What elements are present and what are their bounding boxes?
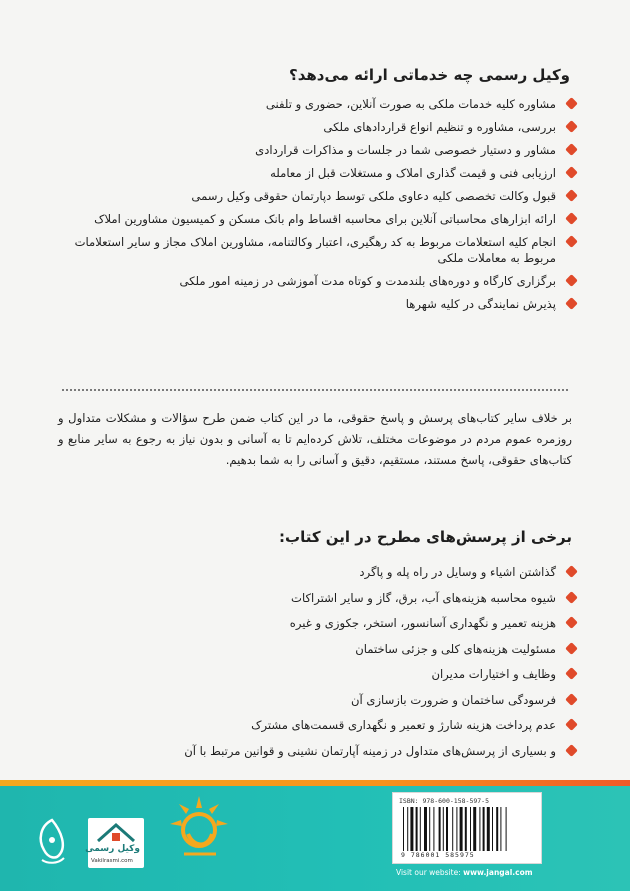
question-item-text: هزینه تعمیر و نگهداری آسانسور، استخر، جکوزی و غیره xyxy=(289,616,556,630)
bullet-icon xyxy=(565,642,578,655)
service-item-text: ارائه ابزارهای محاسباتی آنلاین برای محاسبه اقساط وام بانک مسکن و کمیسیون مشاورین املاک xyxy=(94,212,556,226)
bullet-icon xyxy=(565,565,578,578)
bullet-icon xyxy=(565,667,578,680)
bullet-icon xyxy=(565,166,578,179)
list-item xyxy=(58,119,578,135)
service-item-text: بررسی، مشاوره و تنظیم انواع قراردادهای ملکی xyxy=(323,120,556,134)
questions-heading: برخی از پرسش‌های مطرح در این کتاب: xyxy=(279,528,572,546)
barcode-bars xyxy=(401,807,533,851)
list-item xyxy=(58,641,578,657)
list-item xyxy=(58,211,578,227)
list-item xyxy=(58,666,578,682)
jangal-publisher-logo-icon xyxy=(164,790,234,870)
service-item-text: مشاوره کلیه خدمات ملکی به صورت آنلاین، حضوری و تلفنی xyxy=(265,97,556,111)
service-item-text: انجام کلیه استعلامات مربوط به کد رهگیری، اعتبار وکالتنامه، مشاورین املاک مجاز و سایر استعلامات مربوط به معاملات ملکی xyxy=(74,235,556,265)
vakil-logo-name: وکیل رسمی xyxy=(85,844,140,854)
bullet-icon xyxy=(565,718,578,731)
list-item xyxy=(58,234,578,266)
bullet-icon xyxy=(565,693,578,706)
question-item-text: شیوه محاسبه هزینه‌های آب، برق، گاز و سایر اشتراکات xyxy=(291,590,556,605)
list-item xyxy=(58,273,578,289)
question-item-text: مسئولیت هزینه‌های کلی و جزئی ساختمان xyxy=(355,641,556,656)
question-item-text: وظایف و اختیارات مدیران xyxy=(431,667,556,681)
vakil-rasmi-logo xyxy=(85,818,144,868)
vakil-emblem-icon xyxy=(92,821,140,845)
service-item-text: قبول وکالت تخصصی کلیه دعاوی ملکی توسط دپارتمان حقوقی وکیل رسمی xyxy=(191,189,556,203)
service-item-text: ارزیابی فنی و قیمت گذاری املاک و مستغلات قبل از معامله xyxy=(270,166,556,180)
service-item-text: مشاور و دستیار خصوصی شما در جلسات و مذاکرات قراردادی xyxy=(255,143,556,157)
questions-list xyxy=(58,564,578,768)
footer-orange-stripe xyxy=(0,780,630,786)
services-heading: وکیل رسمی چه خدماتی ارائه می‌دهد؟ xyxy=(289,66,570,84)
bullet-icon xyxy=(565,297,578,310)
list-item xyxy=(58,96,578,112)
question-item-text: و بسیاری از پرسش‌های متداول در زمینه آپارتمان نشینی و قوانین مرتبط با آن xyxy=(184,743,556,758)
intro-paragraph: بر خلاف سایر کتاب‌های پرسش و پاسخ حقوقی، ما در این کتاب ضمن طرح سؤالات و مشکلات متداول و روزمره عموم مردم در موضوعات مختلف، تلاش کرده‌ایم تا به آسانی و بدون نیاز به رجوع به سایر منابع و کتاب‌های حقوقی، پاسخ مستند، مستقیم، دقیق و آسانی را به شما بدهیم. xyxy=(58,411,572,467)
bullet-icon xyxy=(565,97,578,110)
service-item-text: پذیرش نمایندگی در کلیه شهرها xyxy=(405,297,556,311)
list-item xyxy=(58,188,578,204)
bullet-icon xyxy=(565,744,578,757)
bullet-icon xyxy=(565,274,578,287)
list-item xyxy=(58,692,578,708)
bullet-icon xyxy=(565,235,578,248)
bullet-icon xyxy=(565,189,578,202)
bullet-icon xyxy=(565,591,578,604)
services-list xyxy=(58,96,578,319)
bullet-icon xyxy=(565,143,578,156)
barcode-number: 9 786001 585975 xyxy=(401,851,475,859)
barcode xyxy=(392,792,542,864)
bullet-icon xyxy=(565,212,578,225)
bullet-icon xyxy=(565,616,578,629)
list-item xyxy=(58,717,578,733)
list-item xyxy=(58,615,578,631)
list-item xyxy=(58,564,578,580)
list-item xyxy=(58,296,578,312)
website-link[interactable]: www.jangal.com xyxy=(463,868,533,877)
question-item-text: گذاشتن اشیاء و وسایل در راه پله و پاگرد xyxy=(359,565,556,579)
question-item-text: فرسودگی ساختمان و ضرورت بازسازی آن xyxy=(350,692,556,707)
isbn-text: ISBN: 978-600-158-597-5 xyxy=(399,797,490,805)
publisher-emblem-icon xyxy=(30,812,74,872)
website-line xyxy=(396,868,533,877)
dotted-divider xyxy=(62,389,568,391)
question-item-text: عدم پرداخت هزینه شارژ و تعمیر و نگهداری قسمت‌های مشترک xyxy=(251,718,556,732)
list-item xyxy=(58,743,578,759)
list-item xyxy=(58,590,578,606)
vakil-logo-url: Vakilrasmi.com xyxy=(91,858,133,864)
service-item-text: برگزاری کارگاه و دوره‌های بلندمدت و کوتاه مدت آموزشی در زمینه امور ملکی xyxy=(179,274,556,288)
list-item xyxy=(58,165,578,181)
website-prefix: Visit our website: xyxy=(396,868,464,877)
list-item xyxy=(58,142,578,158)
bullet-icon xyxy=(565,120,578,133)
